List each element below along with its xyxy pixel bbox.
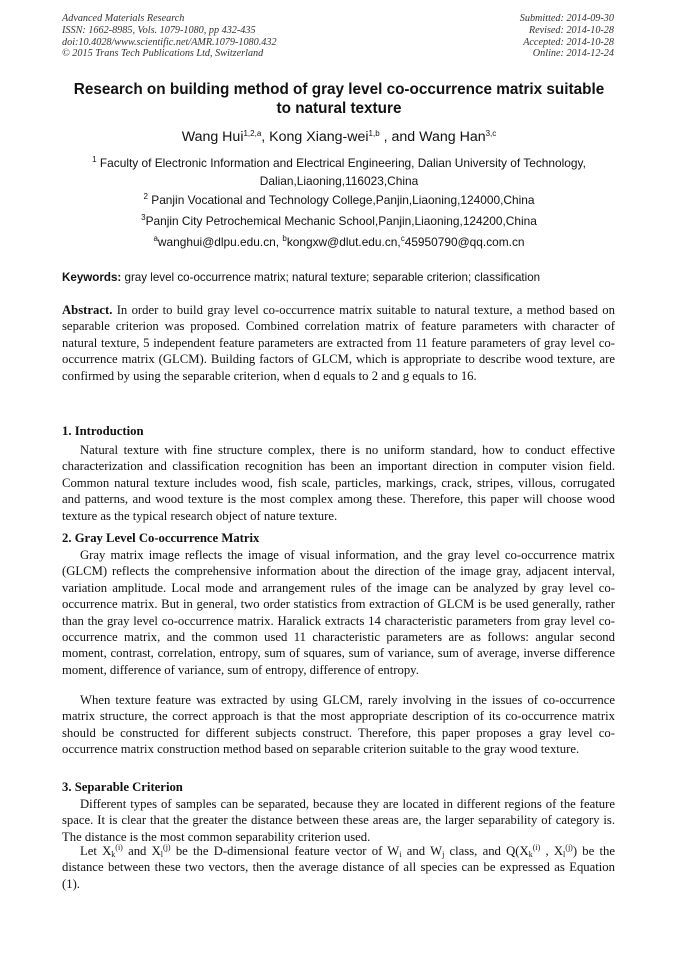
section-3-paragraph-1: Different types of samples can be separated, because they are located in different regions of the feature space. It is clear that the greater the distance between these areas are, the larger separability of category is. The distance is the most common separability criterion used. xyxy=(62,797,615,844)
email-a-sup: a xyxy=(153,234,158,243)
email-b-sup: b xyxy=(282,234,287,243)
affiliation-1-line-1: Faculty of Electronic Information and Electrical Engineering, Dalian University of Technology, xyxy=(96,156,586,170)
section-2-heading: 2. Gray Level Co-occurrence Matrix xyxy=(62,531,260,545)
eq-text-5: class, and Q(X xyxy=(444,844,529,858)
sup-j2: (j) xyxy=(565,843,573,852)
affiliation-2 xyxy=(60,192,618,210)
author-1: Wang Hui xyxy=(181,129,244,145)
email-a: wanghui@dlpu.edu.cn, xyxy=(157,235,283,249)
section-2-paragraph-2: When texture feature was extracted by using GLCM, rarely involving in the issues of co-occurrence matrix structure, the correct approach is that the most appropriate description of its co-occurrence matrix should be constructed for different subjects construct. Therefore, this paper proposes a gray level co-occurrence matrix construction method based on separable criterion suitable to the gray wood texture. xyxy=(62,693,615,757)
sub-l: l xyxy=(160,850,164,859)
eq-text-7: ) be the distance between these two vectors, then the average distance of all species can be expressed as Equation (1). xyxy=(62,844,615,891)
date-accepted: Accepted: 2014-10-28 xyxy=(523,36,614,48)
paper-title xyxy=(60,80,618,118)
sub-wi: i xyxy=(399,850,402,859)
eq-text-3: be the D-dimensional feature vector of W xyxy=(170,844,400,858)
affiliation-1-sup: 1 xyxy=(92,155,97,164)
keywords-text: gray level co-occurrence matrix; natural texture; separable criterion; classification xyxy=(121,271,541,284)
eq-text-4: and W xyxy=(401,844,443,858)
abstract-text: In order to build gray level co-occurrence matrix suitable to natural texture, a method based on separable criterion was proposed. Combined correlation matrix of feature parameters with character of natural texture, 5 independent feature parameters are extracted from 11 feature parameters of gray level co-occurrence matrix (GLCM). Building factors of GLCM, which is appropriate to describe wood texture, are confirmed by using the separable criterion, when d equals to 2 and g equals to 16. xyxy=(62,303,615,383)
section-3-paragraph-2 xyxy=(62,843,615,892)
eq-text-2: and X xyxy=(122,844,161,858)
author-3-sup: 3,c xyxy=(485,129,497,138)
abstract-label: Abstract. xyxy=(62,303,113,317)
journal-copyright: © 2015 Trans Tech Publications Ltd, Switzerland xyxy=(62,48,264,60)
author-1-sup: 1,2,a xyxy=(243,129,262,138)
sup-i2: (i) xyxy=(532,843,541,852)
email-c-sup: c xyxy=(400,234,405,243)
author-3: , and Wang Han xyxy=(379,129,486,145)
sup-j: (j) xyxy=(163,843,171,852)
eq-text-6: , X xyxy=(540,844,564,858)
keywords-label: Keywords: xyxy=(62,271,122,284)
journal-name: Advanced Materials Research xyxy=(62,13,185,24)
sub-wj: j xyxy=(442,850,445,859)
date-submitted: Submitted: 2014-09-30 xyxy=(519,13,614,24)
affiliation-2-sup: 2 xyxy=(143,192,148,201)
date-online: Online: 2014-12-24 xyxy=(532,48,614,60)
eq-text-1: Let X xyxy=(80,844,112,858)
affiliation-3-text: Panjin City Petrochemical Mechanic School,Panjin,Liaoning,124200,China xyxy=(145,214,537,228)
author-2-sup: 1,b xyxy=(368,129,380,138)
email-c: 45950790@qq.com.cn xyxy=(404,235,525,249)
section-2-paragraph-1: Gray matrix image reflects the image of visual information, and the gray level co-occurrence matrix (GLCM) reflects the comprehensive information about the direction of the image gray, adjacent interval, variation amplitude. Local mode and arrangement rules of the image can be analyzed by gray level co-occurrence matrix. But in general, two order statistics from extraction of GLCM is be used generally, rather than the gray level co-occurrence matrix. Haralick extracts 14 characteristic parameters from gray level co-occurrence matrix, and the common used 11 characteristic parameters are as follows: angular second moment, contrast, correlation, entropy, sum of squares, sum of variance, sum of average, inverse difference moment, difference of variance, sum of entropy, difference of entropy. xyxy=(62,548,615,677)
affiliation-3-sup: 3 xyxy=(141,213,146,222)
abstract xyxy=(62,302,615,384)
keywords xyxy=(62,270,618,285)
sub-k: k xyxy=(111,850,116,859)
sup-i: (i) xyxy=(115,843,123,852)
title-line-2: to natural texture xyxy=(276,100,402,117)
journal-doi: doi:10.4028/www.scientific.net/AMR.1079-1080.432 xyxy=(62,36,277,48)
date-revised: Revised: 2014-10-28 xyxy=(528,24,614,36)
section-1-paragraph-1: Natural texture with fine structure complex, there is no uniform standard, how to conduct effective characterization and classification recognition has been an important direction in computer vision field. Common natural texture includes wood, fish scale, particles, markings, crack, stripes, villous, corrugated and patterns, and wood texture is the most complex among these. Therefore, this paper will choose wood texture as the typical research object of nature texture. xyxy=(62,443,615,523)
submission-dates xyxy=(394,13,614,60)
author-emails xyxy=(60,234,618,252)
affiliation-3 xyxy=(60,213,618,231)
affiliation-1 xyxy=(60,155,618,190)
title-line-1: Research on building method of gray level co-occurrence matrix suitable xyxy=(73,81,605,98)
journal-info xyxy=(62,13,362,60)
sub-l2: l xyxy=(563,850,566,859)
section-3-heading: 3. Separable Criterion xyxy=(62,780,183,794)
section-1-heading: 1. Introduction xyxy=(62,424,144,438)
journal-issn: ISSN: 1662-8985, Vols. 1079-1080, pp 432-435 xyxy=(62,24,256,36)
affiliation-2-text: Panjin Vocational and Technology College,Panjin,Liaoning,124000,China xyxy=(147,193,535,207)
affiliation-1-line-2: Dalian,Liaoning,116023,China xyxy=(259,173,419,188)
author-2: , Kong Xiang-wei xyxy=(261,129,369,145)
email-b: kongxw@dlut.edu.cn, xyxy=(286,235,401,249)
sub-k2: k xyxy=(528,850,533,859)
author-list xyxy=(60,128,618,146)
